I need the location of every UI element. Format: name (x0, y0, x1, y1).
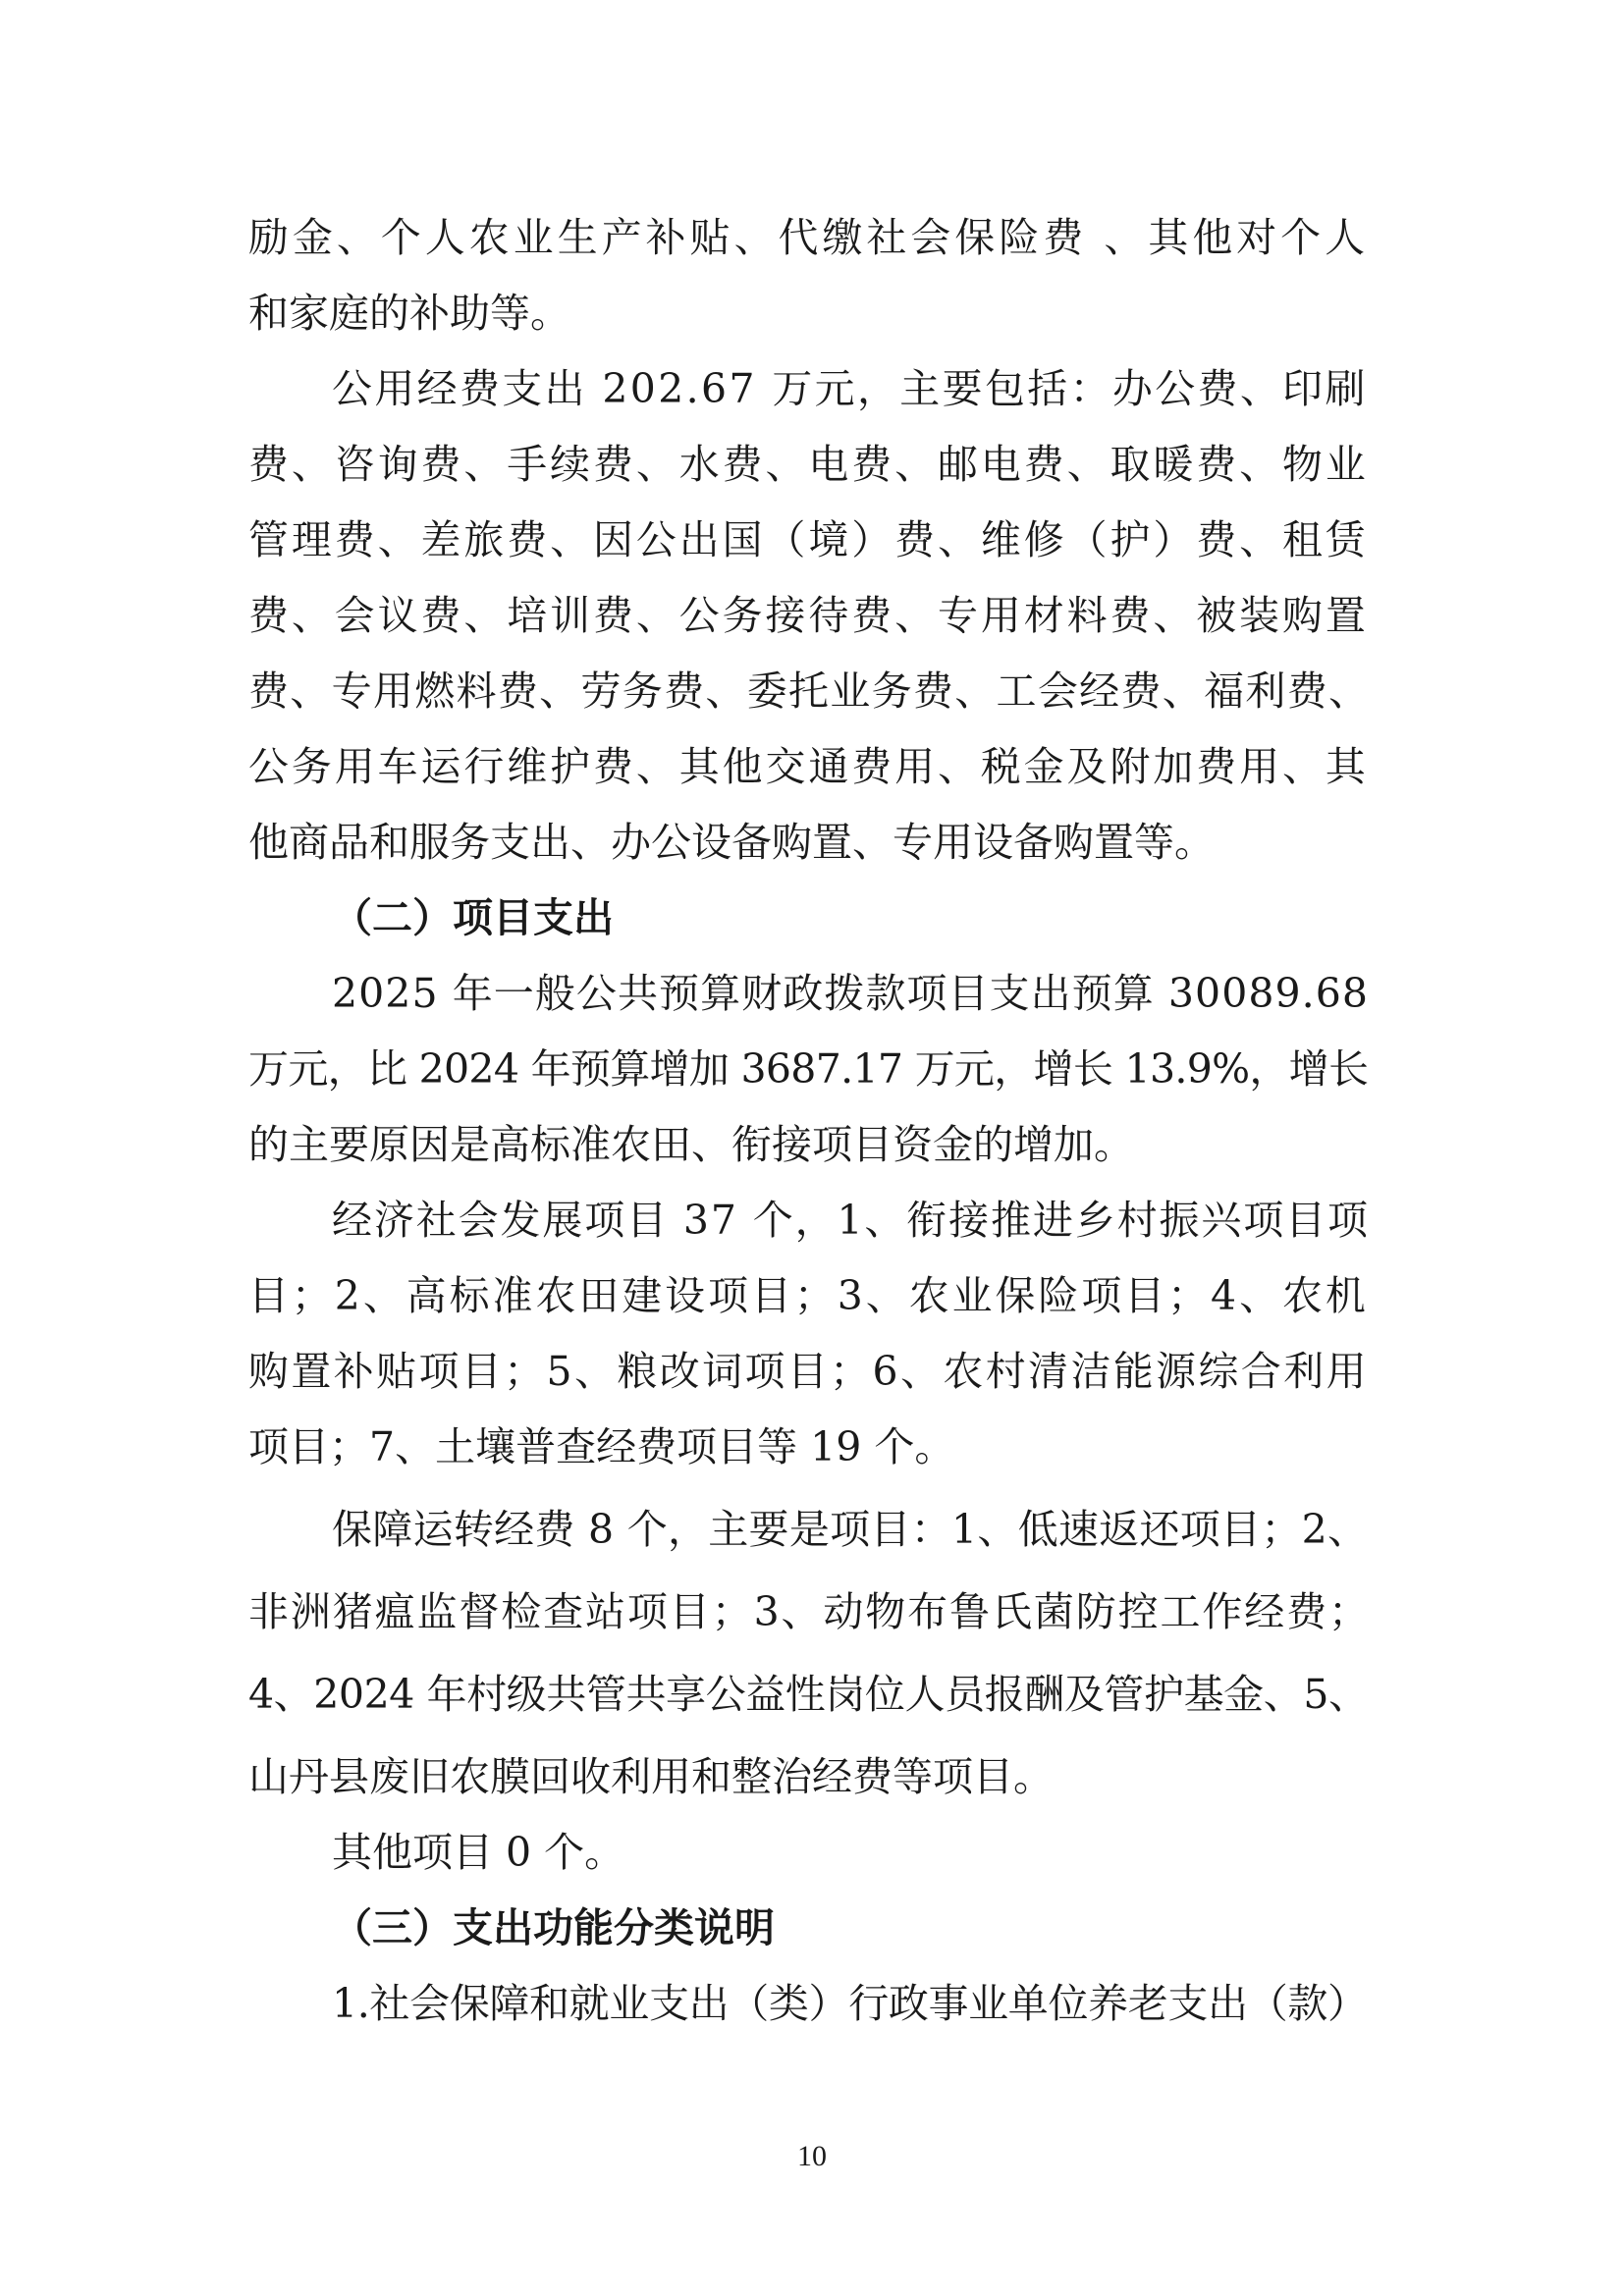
text-line-22: 其他项目 0 个。 (332, 1829, 625, 1876)
text-line-8: 公务用车运行维护费、其他交通费用、税金及附加费用、其 (248, 743, 1369, 790)
text-line-17: 项目；7、土壤普查经费项目等 19 个。 (248, 1423, 955, 1470)
text-line-9: 他商品和服务支出、办公设备购置、专用设备购置等。 (248, 819, 1215, 866)
text-line-4: 费、咨询费、手续费、水费、电费、邮电费、取暖费、物业 (248, 441, 1369, 488)
text-line-5: 管理费、差旅费、因公出国（境）费、维修（护）费、租赁 (248, 516, 1369, 563)
text-line-1: 励金、个人农业生产补贴、代缴社会保险费 、其他对个人 (248, 214, 1370, 261)
text-line-21: 山丹县废旧农膜回收利用和整治经费等项目。 (248, 1753, 1054, 1800)
page-number: 10 (797, 2140, 827, 2172)
text-line-19: 非洲猪瘟监督检查站项目；3、动物布鲁氏菌防控工作经费； (248, 1588, 1371, 1635)
text-line-2: 和家庭的补助等。 (248, 290, 570, 337)
text-line-11: 2025 年一般公共预算财政拨款项目支出预算 30089.68 (332, 970, 1370, 1017)
text-line-20: 4、2024 年村级共管共享公益性岗位人员报酬及管护基金、5、 (248, 1671, 1369, 1718)
section-heading-project-expenditure: （二）项目支出 (332, 894, 614, 941)
text-line-18: 保障运转经费 8 个，主要是项目：1、低速返还项目；2、 (332, 1506, 1369, 1553)
text-line-24: 1.社会保障和就业支出（类）行政事业单位养老支出（款） (332, 1980, 1368, 2027)
text-line-7: 费、专用燃料费、劳务费、委托业务费、工会经费、福利费、 (248, 667, 1371, 715)
section-heading-functional-classification: （三）支出功能分类说明 (332, 1904, 775, 1951)
text-line-14: 经济社会发展项目 37 个，1、衔接推进乡村振兴项目项 (332, 1197, 1370, 1244)
text-line-16: 购置补贴项目；5、粮改词项目；6、农村清洁能源综合利用 (248, 1348, 1369, 1395)
text-line-12: 万元，比 2024 年预算增加 3687.17 万元，增长 13.9%，增长 (248, 1045, 1369, 1093)
text-line-6: 费、会议费、培训费、公务接待费、专用材料费、被装购置 (248, 592, 1369, 639)
text-line-15: 目；2、高标准农田建设项目；3、农业保险项目；4、农机 (248, 1272, 1369, 1319)
text-line-3: 公用经费支出 202.67 万元，主要包括：办公费、印刷 (332, 365, 1368, 412)
text-line-13: 的主要原因是高标准农田、衔接项目资金的增加。 (248, 1121, 1134, 1168)
